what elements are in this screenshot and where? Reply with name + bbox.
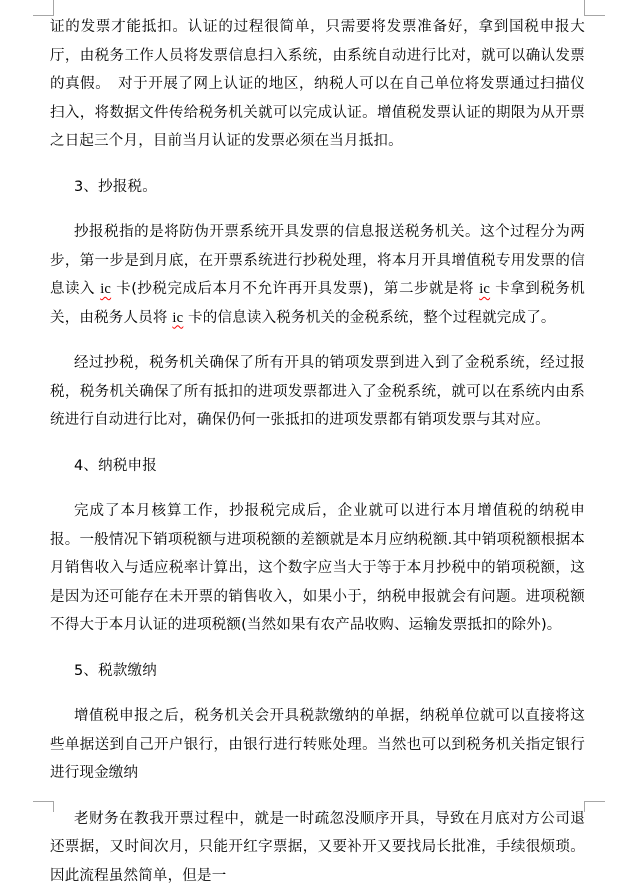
text-segment: 卡的信息读入税务机关的金税系统，整个过程就完成了。 — [183, 310, 555, 326]
paragraph-after-copy-tax: 经过抄税，税务机关确保了所有开具的销项发票到进入到了金税系统，经过报税，税务机关确保了所有抵扣的进项发票都进入了金税系统，就可以在系统内由系统进行自动进行比对，确保仍何一张抵扣的进项发票都有销项发票与其对应。 — [50, 349, 585, 435]
heading-tax-payment: 5、税款缴纳 — [50, 657, 585, 686]
text-boundary-mark-top-right — [585, 0, 606, 16]
spellcheck-word-ic: ic — [172, 310, 183, 326]
text-segment: 卡(抄税完成后本月不允许再开具发票)，第二步就是将 — [111, 281, 479, 297]
text-segment: 抄报税指的是将防伪开票系统开具发票的信息报送税务机关。这个过程分为两步，第一步是到月底，在开票系统进行抄税处理，将本月开具增值税专用发票的信息读入 — [50, 224, 585, 297]
paragraph-tax-payment: 增值税申报之后，税务机关会开具税款缴纳的单据，纳税单位就可以直接将这些单据送到自己开户银行，由银行进行转账处理。当然也可以到税务机关指定银行进行现金缴纳 — [50, 702, 585, 788]
heading-copy-report-tax: 3、抄报税。 — [50, 173, 585, 202]
spellcheck-word-ic: ic — [479, 281, 490, 297]
paragraph-invoice-certification: 证的发票才能抵扣。认证的过程很简单，只需要将发票准备好，拿到国税申报大厅，由税务工作人员将发票信息扫入系统，由系统自动进行比对，就可以确认发票的真假。 对于开展了网上认证的地区，纳税人可以在自己单位将发票通过扫描仪扫入，将数据文件传给税务机关就可以完成认证。增值税发票认证的期限为从开票之日起三个月，目前当月认证的发票必须在当月抵扣。 — [50, 13, 585, 156]
paragraph-experience-note: 老财务在教我开票过程中，就是一时疏忽没顺序开具，导致在月底对方公司退还票据，又时间次月，只能开红字票据，又要补开又要找局长批准，手续很烦琐。因此流程虽然简单，但是一 — [50, 805, 585, 890]
spellcheck-word-ic: ic — [100, 281, 111, 297]
heading-tax-declaration: 4、纳税申报 — [50, 452, 585, 481]
text-segment: 卡拿到税务机关，由税务人员将 — [50, 281, 585, 326]
text-boundary-mark-bottom-right — [585, 802, 606, 813]
paragraph-tax-declaration: 完成了本月核算工作，抄报税完成后，企业就可以进行本月增值税的纳税申报。一般情况下销项税额与进项税额的差额就是本月应纳税额.其中销项税额根据本月销售收入与适应税率计算出，这个数字应当大于等于本月抄税中的销项税额，这是因为还可能存在未开票的销售收入，如果小于，纳税申报就会有问题。进项税额不得大于本月认证的进项税额(当然如果有农产品收购、运输发票抵扣的除外)。 — [50, 497, 585, 640]
document-content — [50, 13, 585, 890]
paragraph-copy-tax-process — [50, 218, 585, 332]
